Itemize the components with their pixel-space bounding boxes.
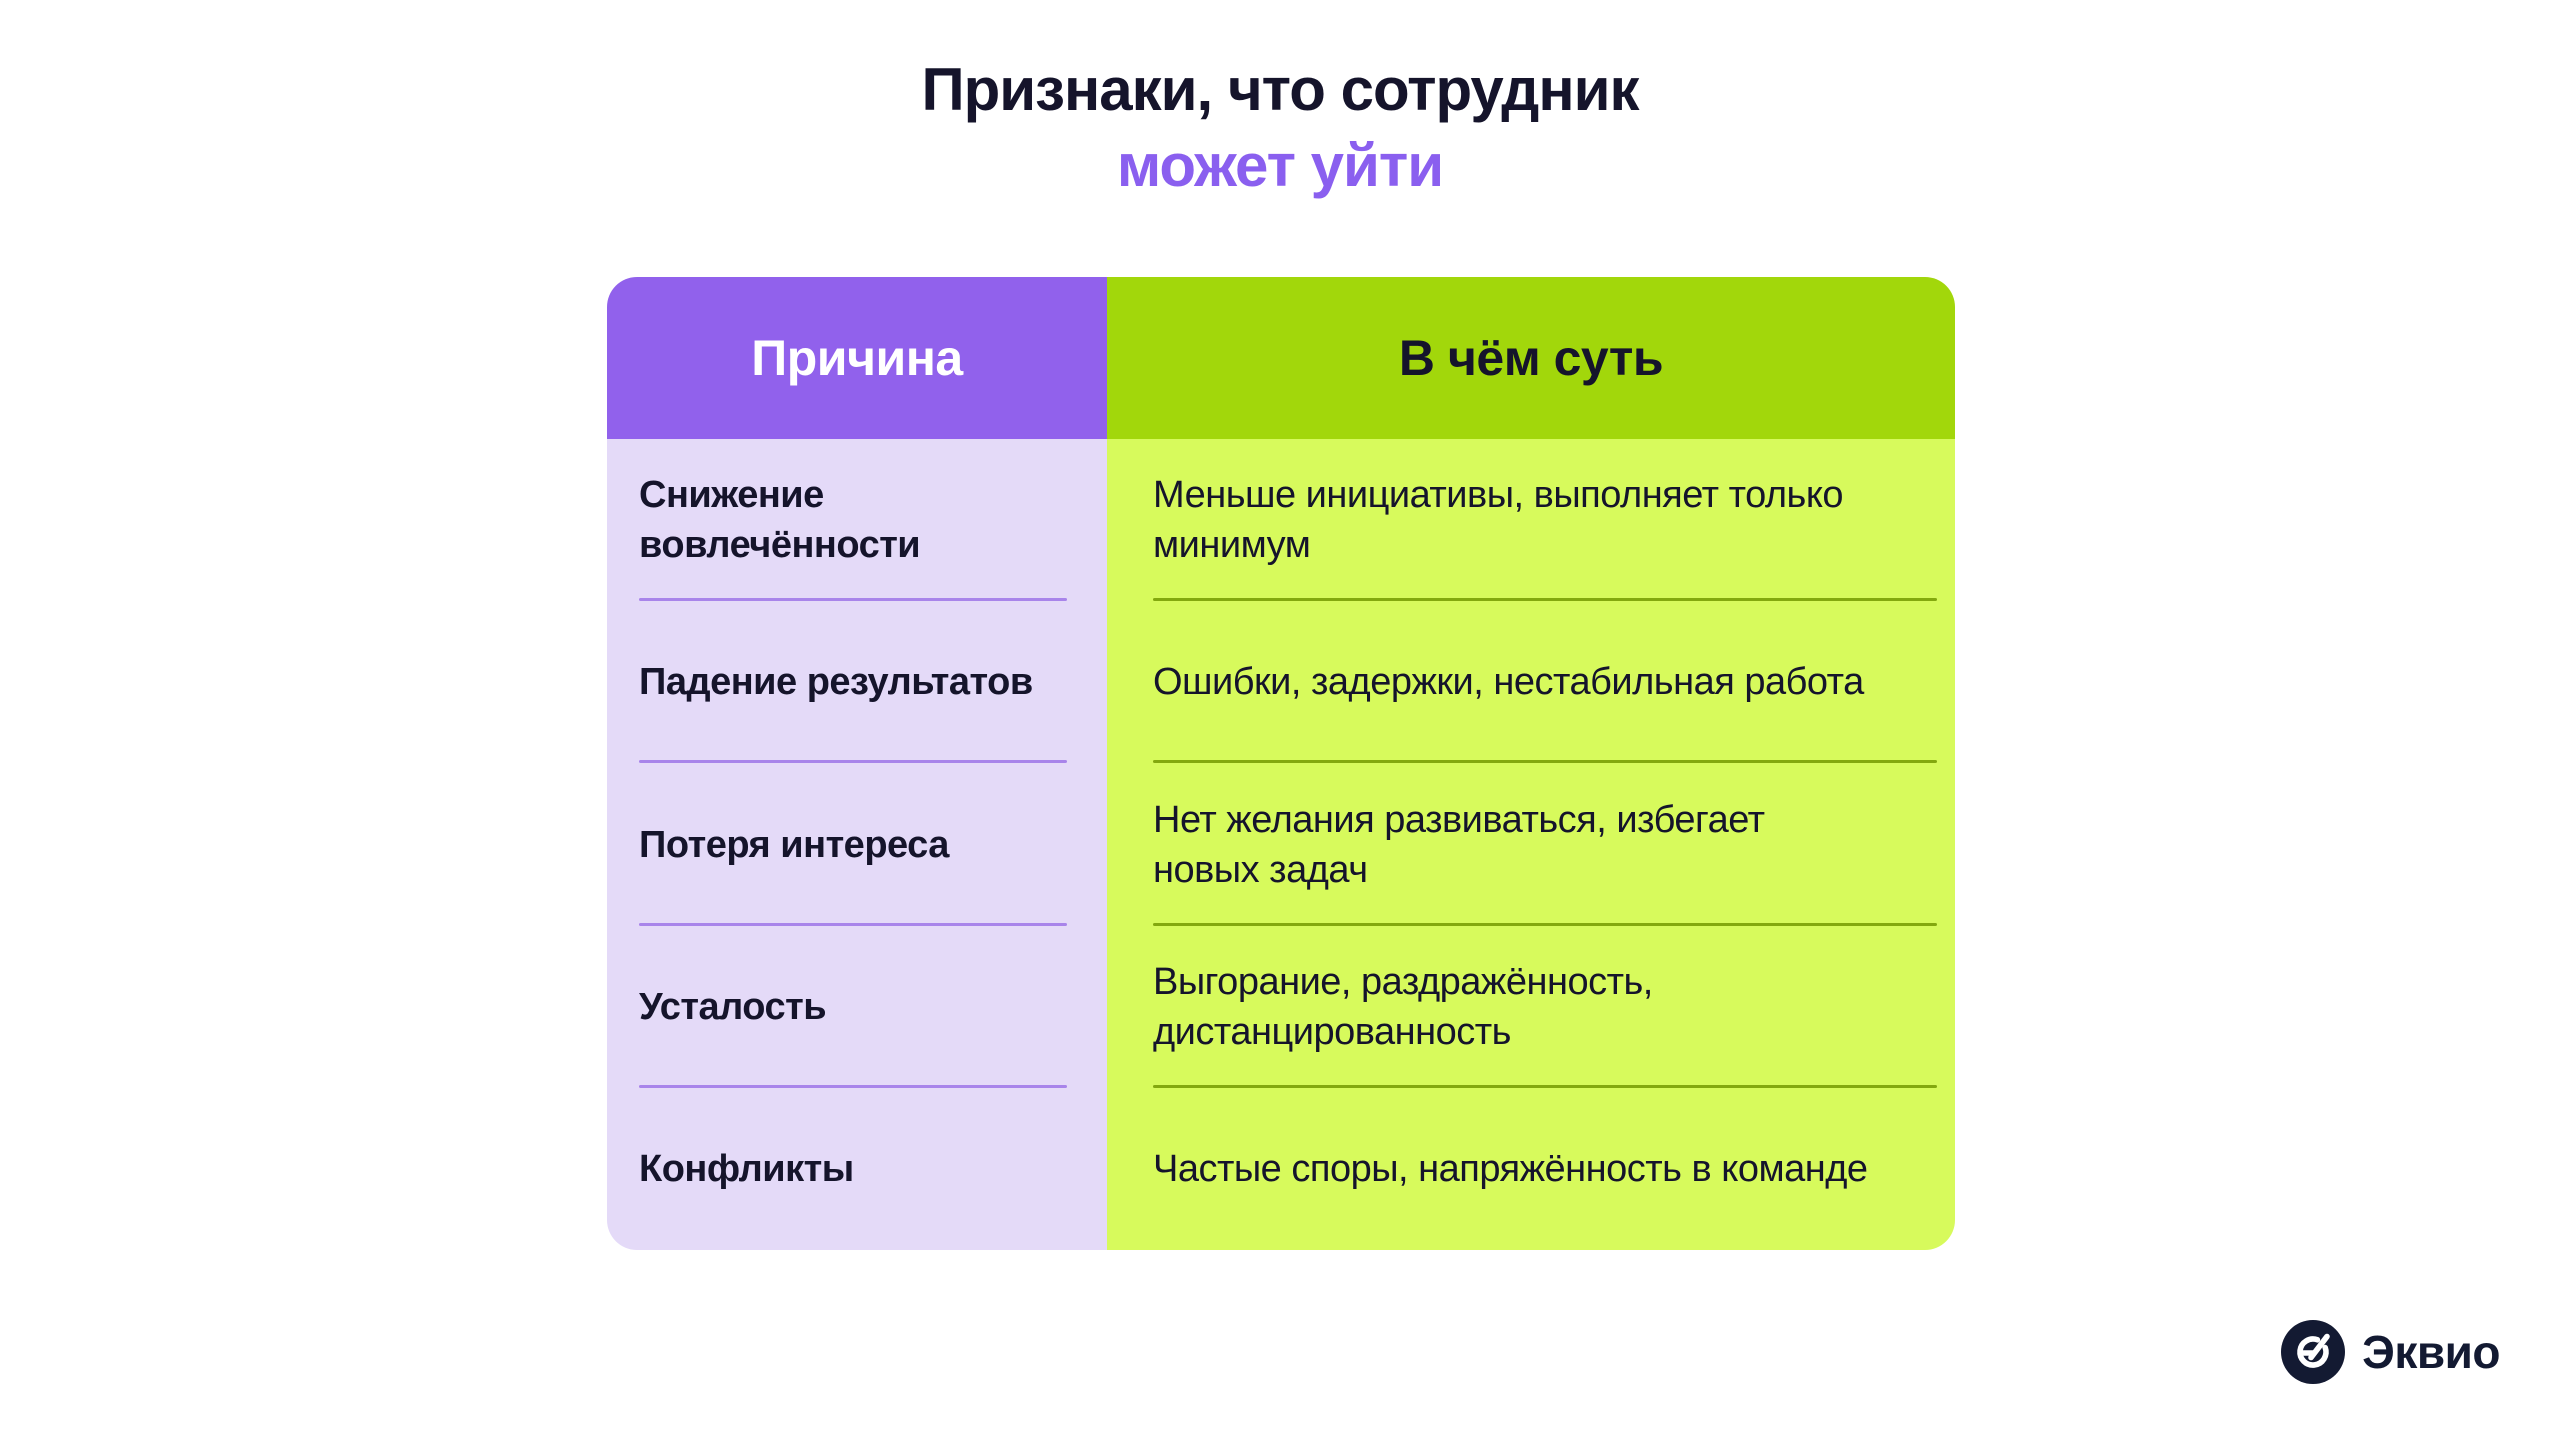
detail-cell	[1107, 1088, 1955, 1250]
detail-cell	[1107, 601, 1955, 763]
column-header-reason: Причина	[607, 277, 1107, 439]
title-line-2: может уйти	[1116, 132, 1444, 199]
reason-label: Падение результатов	[639, 661, 1033, 704]
brand-logo	[2281, 1320, 2500, 1384]
reason-label: Потеря интереса	[639, 823, 949, 866]
reason-label: Конфликты	[639, 1147, 854, 1190]
brand-name: Эквио	[2362, 1326, 2500, 1378]
table-header-row	[607, 277, 1955, 439]
reasons-table	[607, 277, 1955, 1250]
detail-cell	[1107, 763, 1955, 925]
title-line-1: Признаки, что сотрудник	[921, 56, 1639, 123]
equio-logo-icon	[2281, 1320, 2345, 1384]
table-row	[607, 601, 1955, 763]
reason-cell	[607, 439, 1107, 601]
reason-label: Усталость	[639, 985, 827, 1028]
table-body	[607, 439, 1955, 1250]
reason-cell	[607, 1088, 1107, 1250]
column-header-detail: В чём суть	[1107, 277, 1955, 439]
table-row	[607, 439, 1955, 601]
table-row	[607, 763, 1955, 925]
page-title	[0, 52, 2560, 204]
detail-text: Меньше инициативы, выполняет только минимум	[1153, 474, 1844, 567]
table-row	[607, 926, 1955, 1088]
table-row	[607, 1088, 1955, 1250]
detail-text: Ошибки, задержки, нестабильная работа	[1153, 661, 1864, 704]
detail-text: Нет желания развиваться, избегает новых задач	[1153, 798, 1765, 891]
detail-text: Частые споры, напряжённость в команде	[1153, 1147, 1868, 1190]
detail-cell	[1107, 926, 1955, 1088]
reason-label: Снижение вовлечённости	[639, 474, 921, 567]
reason-cell	[607, 763, 1107, 925]
detail-text: Выгорание, раздражённость, дистанцированность	[1153, 960, 1653, 1053]
reason-cell	[607, 601, 1107, 763]
reason-cell	[607, 926, 1107, 1088]
detail-cell	[1107, 439, 1955, 601]
